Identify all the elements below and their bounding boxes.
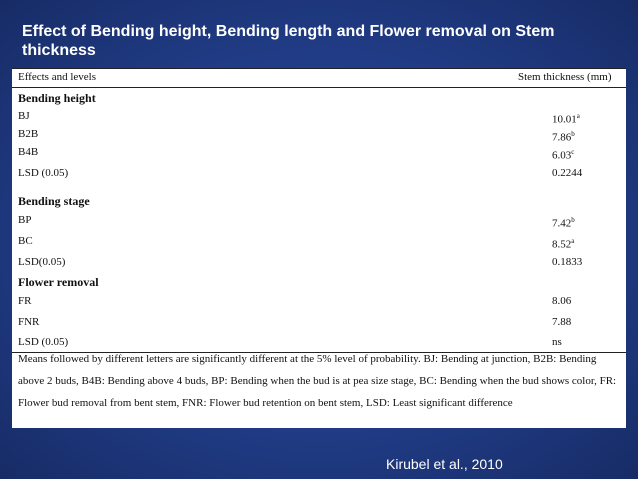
significance-letter: b — [571, 216, 575, 224]
row-value: 10.01$^a$ — [552, 112, 580, 126]
table-row — [18, 211, 620, 229]
row-label: BJ — [18, 110, 30, 122]
group-label: Flower removal — [18, 275, 99, 289]
significance-letter: a — [576, 112, 580, 120]
table-row — [18, 253, 620, 271]
table-header-rule — [12, 87, 626, 88]
table-row — [18, 164, 620, 182]
table-row — [18, 232, 620, 250]
row-value: 7.86$^b$ — [552, 130, 575, 144]
group-label: Bending height — [18, 91, 96, 105]
table-row — [18, 107, 620, 125]
table-row — [18, 313, 620, 331]
row-label: FNR — [18, 316, 40, 328]
row-value: 8.52$^a$ — [552, 237, 575, 251]
row-label: LSD (0.05) — [18, 336, 69, 348]
group-label: Bending stage — [18, 194, 90, 208]
row-value: 7.42$^b$ — [552, 216, 575, 230]
row-label: BC — [18, 235, 33, 247]
column-header-stem-thickness: Stem thickness (mm) — [518, 71, 612, 83]
table-group-row — [18, 192, 620, 210]
table-row — [18, 143, 620, 161]
row-value: 7.88 — [552, 316, 572, 328]
table-row — [18, 292, 620, 310]
table-row — [18, 125, 620, 143]
citation: Kirubel et al., 2010 — [386, 456, 503, 472]
row-label: BP — [18, 214, 32, 226]
row-label: B2B — [18, 128, 39, 140]
slide-title: Effect of Bending height, Bending length and Flower removal on Stem thickness — [22, 23, 555, 59]
row-label: B4B — [18, 146, 39, 158]
row-value: 6.03$^c$ — [552, 148, 575, 162]
stem-thickness-table — [12, 68, 626, 428]
row-label: FR — [18, 295, 32, 307]
row-value: ns — [552, 336, 562, 348]
significance-letter: a — [571, 237, 575, 245]
row-label: LSD (0.05) — [18, 167, 69, 179]
row-value: 0.2244 — [552, 167, 583, 179]
table-header-row — [18, 68, 620, 86]
significance-letter: b — [571, 130, 575, 138]
table-footnote: Means followed by different letters are significantly different at the 5% level of probability. BJ: Bending at junction, B2B: Bending above 2 buds, B4B: Bending above 4 buds, BP: Bending when the bud is at pea size stage, BC: Bending when the bud shows color, FR: Flower bud removal from bent stem, FNR: Flower bud retention on bent stem, LSD: Least significant difference — [18, 353, 617, 409]
table-group-row — [18, 89, 620, 107]
row-value: 0.1833 — [552, 256, 583, 268]
column-header-effects: Effects and levels — [18, 71, 96, 83]
significance-letter: c — [571, 148, 575, 156]
row-label: LSD(0.05) — [18, 256, 66, 268]
table-group-row — [18, 273, 620, 291]
row-value: 8.06 — [552, 295, 572, 307]
